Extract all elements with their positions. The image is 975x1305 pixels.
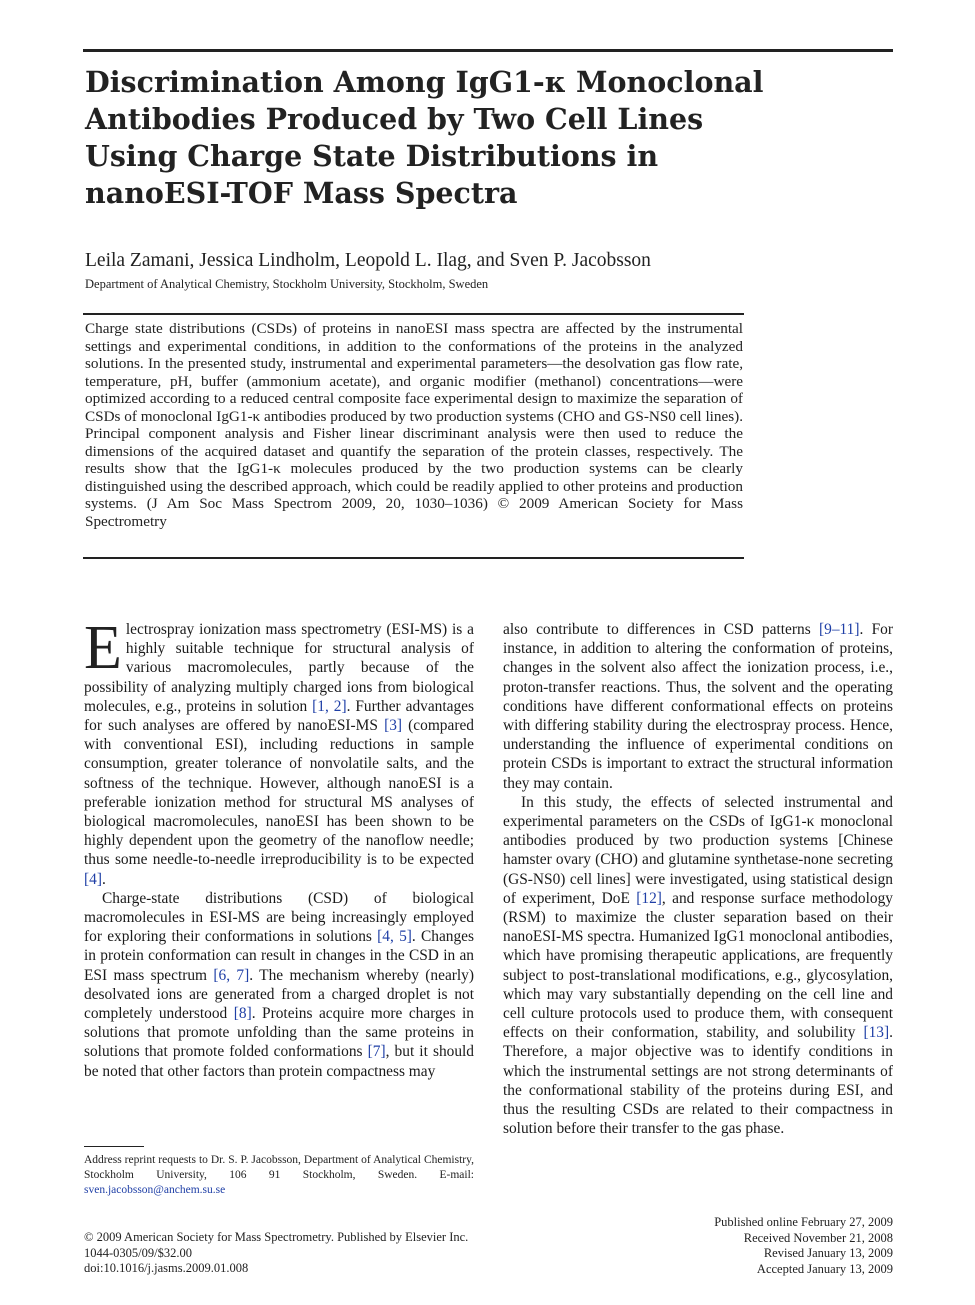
citation-link[interactable]: [4, 5] — [377, 928, 412, 946]
citation-link[interactable]: [6, 7] — [213, 966, 250, 984]
received-date: Received November 21, 2008 — [743, 1230, 893, 1245]
text-run: . The mechanism whereby (nearly) desolvated ions are generated from a charged droplet is not completely understood — [84, 966, 474, 1023]
paragraph-intro — [84, 614, 474, 889]
issn-price: 1044-0305/09/$32.00 — [84, 1245, 192, 1260]
article-title: Discrimination Among IgG1-κ Monoclonal Antibodies Produced by Two Cell Lines Using Charge State Distributions in nanoESI-TOF Mass Spectra — [85, 65, 764, 210]
text-run: also contribute to differences in CSD patterns — [503, 621, 819, 638]
text-run: . Proteins acquire more charges in solutions that promote unfolding than the same proteins in solutions that promote folded conformations — [84, 1005, 475, 1061]
text-run: . Changes in protein conformation can result in changes in the CSD in an ESI mass spectrum — [84, 928, 474, 984]
paragraph-csd — [84, 889, 474, 1081]
text-run: . Further advantages for such analyses are offered by nanoESI-MS — [84, 697, 474, 735]
text-run: lectrospray ionization mass spectrometry (ESI-MS) is a highly suitable technique for structural analysis of various macromolecules, partly because of the possibility of analyzing multiply charged ions from biological molecules, e.g., proteins in solution — [84, 621, 474, 715]
doi[interactable]: doi:10.1016/j.jasms.2009.01.008 — [84, 1261, 249, 1275]
copyright-line: © 2009 American Society for Mass Spectrometry. Published by Elsevier Inc. — [84, 1230, 469, 1244]
paragraph-study — [503, 793, 893, 1139]
citation-link[interactable]: [7] — [367, 1043, 386, 1061]
accepted-date: Accepted January 13, 2009 — [756, 1261, 893, 1276]
published-online-date: Published online February 27, 2009 — [714, 1215, 893, 1229]
abstract: Charge state distributions (CSDs) of proteins in nanoESI mass spectra are affected by the instrumental settings and experimental conditions, in addition to the conformations of the proteins in the analyzed solutions. In the presented study, instrumental and experimental parameters—the desolvation gas flow rate, temperature, pH, buffer (ammonium acetate), and organic modifier (methanol) concentrations—were optimized according to a reduced central composite face experimental design to maximize the separation of CSDs of monoclonal IgG1-κ antibodies produced by two production systems (CHO and GS-NS0 cell lines). Principal component analysis and Fisher linear discriminant analysis were then used to reduce the dimensions of the acquired dataset and quantify the separation of the protein classes, respectively. The results show that the IgG1-κ molecules produced by the two production systems can be clearly distinguished using the described approach, which could be readily applied to other proteins and production systems. (J Am Soc Mass Spectrom 2009, 20, 1030–1036) © 2009 American Society for Mass Spectrometry — [85, 320, 743, 530]
citation-link[interactable]: [1, 2] — [312, 697, 347, 715]
text-run: , but it should be noted that other factors than protein compactness may — [84, 1043, 475, 1080]
publication-dates — [714, 1215, 893, 1277]
author-list: Leila Zamani, Jessica Lindholm, Leopold L. Ilag, and Sven P. Jacobsson — [85, 250, 651, 271]
email-link[interactable]: sven.jacobsson@anchem.su.se — [84, 1184, 226, 1196]
abstract-rule-top — [83, 313, 744, 315]
affiliation: Department of Analytical Chemistry, Stockholm University, Stockholm, Sweden — [85, 277, 489, 291]
text-run: , and response surface methodology (RSM) to maximize the cluster separation based on their nanoESI-MS spectra. Humanized IgG1 monoclonal antibodies, which have promising therapeutic applications, are frequently subject to post-translational modifications, e.g., glycosylation, which may vary substantially depending on the cell line and cell culture protocols used to produce them, with consequent effects on their conformation, stability, and solubility — [503, 889, 893, 1042]
text-run: . For instance, in addition to altering the conformation of proteins, changes in the solvent also affect the ionization process, i.e., proton-transfer reactions. Thus, the solvent and the operating conditions have different conformational effects on proteins with differing stability during the electrospray process. Hence, understanding the influence of experimental conditions on protein CSDs is important to extract the structural information they may contain. — [503, 621, 893, 792]
paragraph-continued — [503, 620, 893, 793]
abstract-rule-bottom — [83, 557, 744, 559]
citation-link[interactable]: [8] — [233, 1005, 252, 1023]
drop-cap: E — [84, 614, 122, 682]
citation-link[interactable]: [4] — [84, 870, 102, 888]
citation-link[interactable]: [12] — [636, 889, 662, 907]
citation-link[interactable]: [13] — [863, 1024, 890, 1042]
citation-link[interactable]: [3] — [384, 717, 403, 735]
correspondence-footnote — [84, 1153, 474, 1198]
text-run: . Therefore, a major objective was to identify conditions in which the instrumental settings are not strong determinants of the conformational stability of the proteins during ESI, and thus the resulting CSDs are related to their compactness in solution before their transfer to the gas phase. — [503, 1024, 893, 1138]
text-run: (compared with conventional ESI), including reductions in sample consumption, greater tolerance of nonvolatile salts, and the softness of the technique. However, although nanoESI is a preferable ionization method for structural MS analyses of biological macromolecules, nanoESI has been shown to be highly dependent upon the geometry of the nanoflow needle; thus some needle-to-needle irreproducibility is to be expected — [84, 717, 474, 869]
text-run: Charge-state distributions (CSD) of biological macromolecules in ESI-MS are being increasingly employed for exploring their conformations in solutions — [84, 889, 474, 946]
footnote-text: Address reprint requests to Dr. S. P. Jacobsson, Department of Analytical Chemistry, Stockholm University, 106 91 Stockholm, Sweden. E-mail: — [84, 1154, 474, 1181]
citation-link[interactable]: [9–11] — [819, 621, 860, 638]
footnote-rule — [84, 1146, 144, 1147]
text-run: . — [101, 870, 106, 888]
body-column-left — [84, 614, 475, 1081]
body-column-right — [503, 620, 893, 1138]
top-rule — [83, 49, 893, 52]
copyright-block — [84, 1230, 468, 1277]
text-run: In this study, the effects of selected instrumental and experimental parameters on the CSDs of IgG1-κ monoclonal antibodies produced by two production systems [Chinese hamster ovary (CHO) and glutamine synthetase-none secreting (GS-NS0) cell lines] were investigated, using statistical design of experiment, DoE — [503, 793, 893, 907]
revised-date: Revised January 13, 2009 — [763, 1246, 893, 1260]
